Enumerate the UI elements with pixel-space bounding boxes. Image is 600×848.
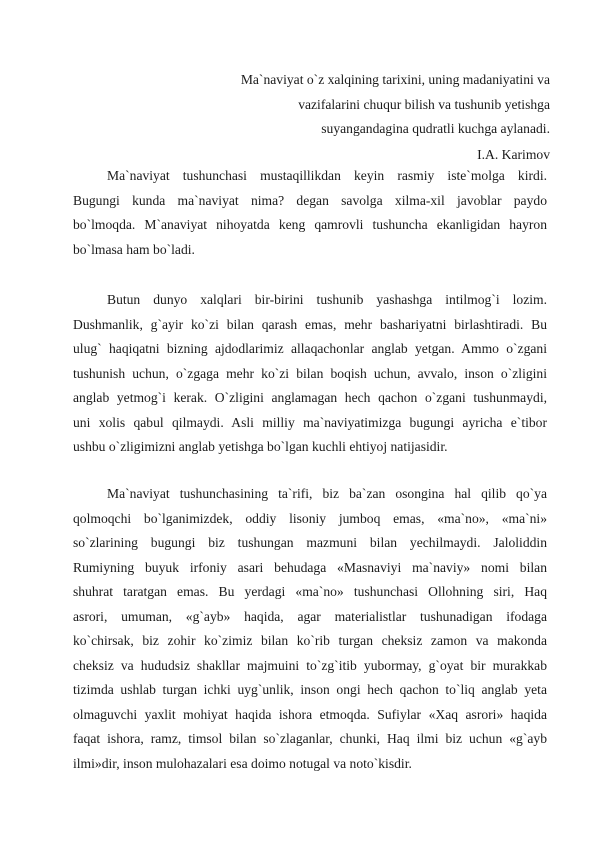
paragraph-line: Bugungi kunda ma`naviyat nima? degan savolga xilma-xil javoblar paydo bbox=[73, 192, 547, 208]
paragraph-line: tizimda ushlab turgan ichki uyg`unlik, inson ongi hech qachon to`liq anglab yeta bbox=[73, 682, 547, 698]
paragraph-line: tushunish uchun, o`zgaga mehr ko`zi bilan boqish uchun, avvalo, inson o`zligini bbox=[73, 365, 547, 381]
epigraph-line: suyangandagina qudratli kuchga aylanadi. bbox=[321, 121, 550, 136]
paragraph-line: qolmoqchi bo`lganimizdek, oddiy lisoniy jumboq emas, «ma`no», «ma`ni» bbox=[73, 510, 547, 526]
paragraph-line: Dushmanlik, g`ayir ko`zi bilan qarash emas, mehr bashariyatni birlashtiradi. Bu bbox=[73, 316, 547, 332]
paragraph-line: so`zlarining bugungi biz tushungan mazmuni bilan yechilmaydi. Jaloliddin bbox=[73, 535, 547, 551]
body-paragraph bbox=[73, 288, 547, 460]
paragraph-line: ilmi»dir, inson mulohazalari esa doimo notugal va noto`kisdir. bbox=[73, 756, 412, 772]
epigraph-quote bbox=[170, 68, 550, 142]
paragraph-line: bo`lmoqda. M`anaviyat nihoyatda keng qamrovli tushuncha ekanligidan hayron bbox=[73, 217, 547, 233]
paragraph-line: ko`chirsak, biz zohir ko`zimiz bilan ko`rib turgan cheksiz zamon va makonda bbox=[73, 633, 547, 649]
paragraph-line: uni xolis qabul qilmaydi. Asli milliy ma`naviyatimizga bugungi ayricha e`tibor bbox=[73, 414, 547, 430]
paragraph-line: ulug` haqiqatni bizning ajdodlarimiz allaqachonlar anglab yetgan. Ammo o`zgani bbox=[73, 341, 547, 357]
paragraph-line: Ma`naviyat tushunchasining ta`rifi, biz ba`zan osongina hal qilib qo`ya bbox=[107, 486, 547, 501]
paragraph-line: anglab yetmog`i kerak. O`zligini anglamagan hech qachon o`zgani tushunmaydi, bbox=[73, 390, 547, 406]
paragraph-line: olmaguvchi yaxlit mohiyat haqida ishora etmoqda. Sufiylar «Xaq asrori» haqida bbox=[73, 706, 547, 722]
epigraph-line: vazifalarini chuqur bilish va tushunib yetishga bbox=[298, 96, 550, 112]
paragraph-line: Butun dunyo xalqlari bir-birini tushunib yashashga intilmog`i lozim. bbox=[107, 292, 547, 307]
paragraph-line: Ma`naviyat tushunchasi mustaqillikdan keyin rasmiy iste`molga kirdi. bbox=[107, 168, 547, 183]
paragraph-line: ushbu o`zligimizni anglab yetishga bo`lgan kuchli ehtiyoj natijasidir. bbox=[73, 439, 448, 455]
paragraph-line: bo`lmasa ham bo`ladi. bbox=[73, 241, 195, 257]
paragraph-line: cheksiz va hududsiz shakllar majmuini to`zg`itib yubormay, g`oyat bir murakkab bbox=[73, 657, 547, 673]
paragraph-line: faqat ishora, ramz, timsol bilan so`zlaganlar, chunki, Haq ilmi biz uchun «g`ayb bbox=[73, 731, 547, 747]
paragraph-line: Rumiyning buyuk irfoniy asari behudaga «Masnaviyi ma`naviy» nomi bilan bbox=[73, 559, 547, 575]
body-paragraph bbox=[73, 482, 547, 777]
body-paragraph bbox=[73, 164, 547, 262]
epigraph-line: Ma`naviyat o`z xalqining tarixini, uning madaniyatini va bbox=[240, 72, 550, 87]
paragraph-line: shuhrat taratgan emas. Bu yerdagi «ma`no» tushunchasi Ollohning siri, Haq bbox=[73, 584, 547, 600]
paragraph-line: asrori, umuman, «g`ayb» haqida, agar materialistlar tushunadigan ifodaga bbox=[73, 608, 547, 624]
epigraph-author: I.A. Karimov bbox=[477, 147, 550, 162]
